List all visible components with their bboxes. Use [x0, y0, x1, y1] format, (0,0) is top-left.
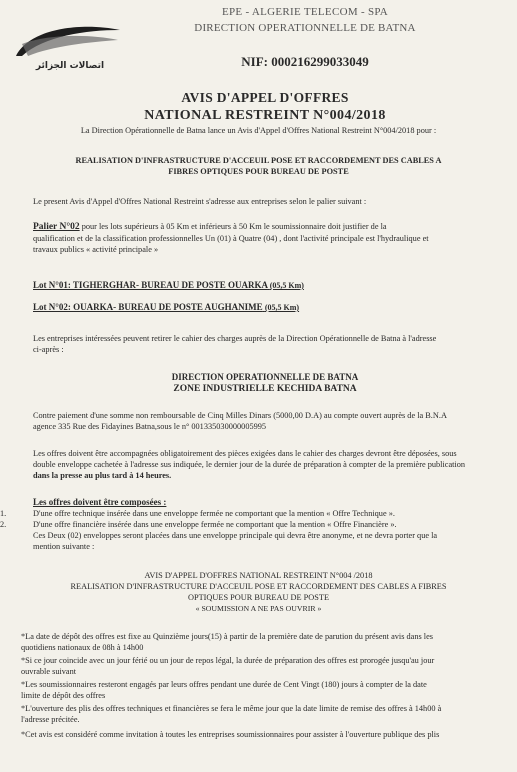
item-2-text: D'une offre financière insérée dans une enveloppe fermée ne comportant que la mention « Offre Financière ». — [33, 520, 397, 529]
palier-line-2: qualification et de la classification professionnelles Un (01) à Quatre (04) , dont l'activité principale est l'hydraulique et — [33, 234, 429, 243]
payment-line-1: Contre paiement d'une somme non remboursable de Cinq Milles Dinars (5000,00 D.A) au compte ouvert auprès de la B.N.A — [33, 411, 447, 420]
palier-text-1: pour les lots supérieurs à 05 Km et inférieurs à 50 Km le soumissionnaire doit justifier de la — [81, 222, 387, 231]
item-2-number: 2. — [0, 520, 7, 529]
nif-number: NIF: 000216299033049 — [241, 54, 369, 69]
notice-subtitle: NATIONAL RESTREINT N°004/2018 — [144, 108, 386, 123]
offers-line-1: Les offres doivent être accompagnées obligatoirement des pièces exigées dans le cahier des charges devront être déposées, sous — [33, 449, 457, 458]
lot-2-length: (05,5 Km) — [264, 303, 300, 312]
envelope-line-3: OPTIQUES POUR BUREAU DE POSTE — [187, 593, 330, 602]
item-1-number: 1. — [0, 509, 7, 518]
envelope-line-1: AVIS D'APPEL D'OFFRES NATIONAL RESTREINT N°004 /2018 — [144, 571, 373, 580]
envelope-line-2: REALISATION D'INFRASTRUCTURE D'ACCEUIL POSE ET RACCORDEMENT DES CABLES A FIBRES — [70, 582, 447, 591]
palier-intro: Le present Avis d'Appel d'Offres National Restreint s'adresse aux entreprises selon le palier suivant : — [33, 197, 367, 206]
intro-text: La Direction Opérationnelle de Batna lance un Avis d'Appel d'Offres National Restreint N°004/2018 pour : — [80, 126, 437, 135]
palier-line-3: travaux publics « activité principale » — [33, 245, 159, 254]
note-5-line-1: *Cet avis est considéré comme invitation à toutes les entreprises soumissionnaires pour assister à l'ouverture publique des plis — [21, 730, 440, 739]
note-3-line-2: limite de dépôt des offres — [21, 691, 106, 700]
palier-line-1 — [33, 222, 507, 233]
note-3-line-1: *Les soumissionnaires resteront engagés par leurs offres pendant une durée de Cent Vingt (180) jours à compter de la date — [21, 680, 427, 689]
lot-2 — [33, 302, 299, 312]
note-2-line-1: *Si ce jour coincide avec un jour férié ou un jour de repos légal, la durée de préparation des offres est prorogée jusqu'au jour — [21, 656, 435, 665]
envelopes-line-1: Ces Deux (02) enveloppes seront placées dans une enveloppe principale qui devra être anonyme, et ne devra porter que la — [33, 531, 438, 540]
algerie-telecom-logo-icon — [12, 22, 124, 74]
address-line-2: ZONE INDUSTRIELLE KECHIDA BATNA — [173, 384, 357, 394]
retrieve-line-1: Les entreprises intéressées peuvent retirer le cahier des charges auprès de la Direction Opérationnelle de Batna à l'adresse — [33, 334, 437, 343]
envelope-line-4: « SOUMISSION A NE PAS OUVRIR » — [195, 604, 322, 613]
subject-line-1: REALISATION D'INFRASTRUCTURE D'ACCEUIL POSE ET RACCORDEMENT DES CABLES A — [75, 156, 442, 165]
palier-label: Palier N°02 — [33, 222, 80, 232]
envelopes-line-2: mention suivante : — [33, 542, 95, 551]
retrieve-line-2: ci-après : — [33, 345, 64, 354]
lot-1 — [33, 280, 304, 290]
offers-line-3: dans la presse au plus tard à 14 heures. — [33, 471, 172, 480]
direction-name: DIRECTION OPERATIONNELLE DE BATNA — [194, 22, 416, 34]
offers-line-2: double enveloppe cachetée à l'adresse sus indiquée, le dernier jour de la durée de préparation à compter de la première publication — [33, 460, 466, 469]
composed-heading: Les offres doivent être composées : — [33, 497, 167, 507]
logo-brand-text: اتصالات الجزائر — [35, 61, 105, 71]
payment-line-2: agence 335 Rue des Fidayines Batna,sous le n° 001335030000005995 — [33, 422, 267, 431]
note-2-line-2: ouvrable suivant — [21, 667, 77, 676]
notice-title: AVIS D'APPEL D'OFFRES — [181, 90, 349, 105]
lot-1-length: (05,5 Km) — [269, 281, 304, 290]
note-4-line-2: l'adresse précitée. — [21, 715, 80, 724]
lot-2-label: Lot N°02: OUARKA- BUREAU DE POSTE AUGHANIME — [33, 302, 263, 312]
note-4-line-1: *L'ouverture des plis des offres techniques et financières se fera le même jour que la date limite de remise des offres à 14h00 à — [21, 704, 442, 713]
subject-line-2: FIBRES OPTIQUES POUR BUREAU DE POSTE — [168, 167, 349, 176]
address-line-1: DIRECTION OPERATIONNELLE DE BATNA — [171, 372, 359, 382]
note-1-line-1: *La date de dépôt des offres est fixe au Quinzième jours(15) à partir de la première date de parution du présent avis dans les — [21, 632, 434, 641]
item-1-text: D'une offre technique insérée dans une enveloppe fermée ne comportant que la mention « Offre Technique ». — [33, 509, 395, 518]
lot-1-label: Lot N°01: TIGHERGHAR- BUREAU DE POSTE OUARKA — [33, 280, 268, 290]
note-1-line-2: quotidiens nationaux de 08h à 14h00 — [21, 643, 144, 652]
company-name: EPE - ALGERIE TELECOM - SPA — [221, 6, 389, 18]
